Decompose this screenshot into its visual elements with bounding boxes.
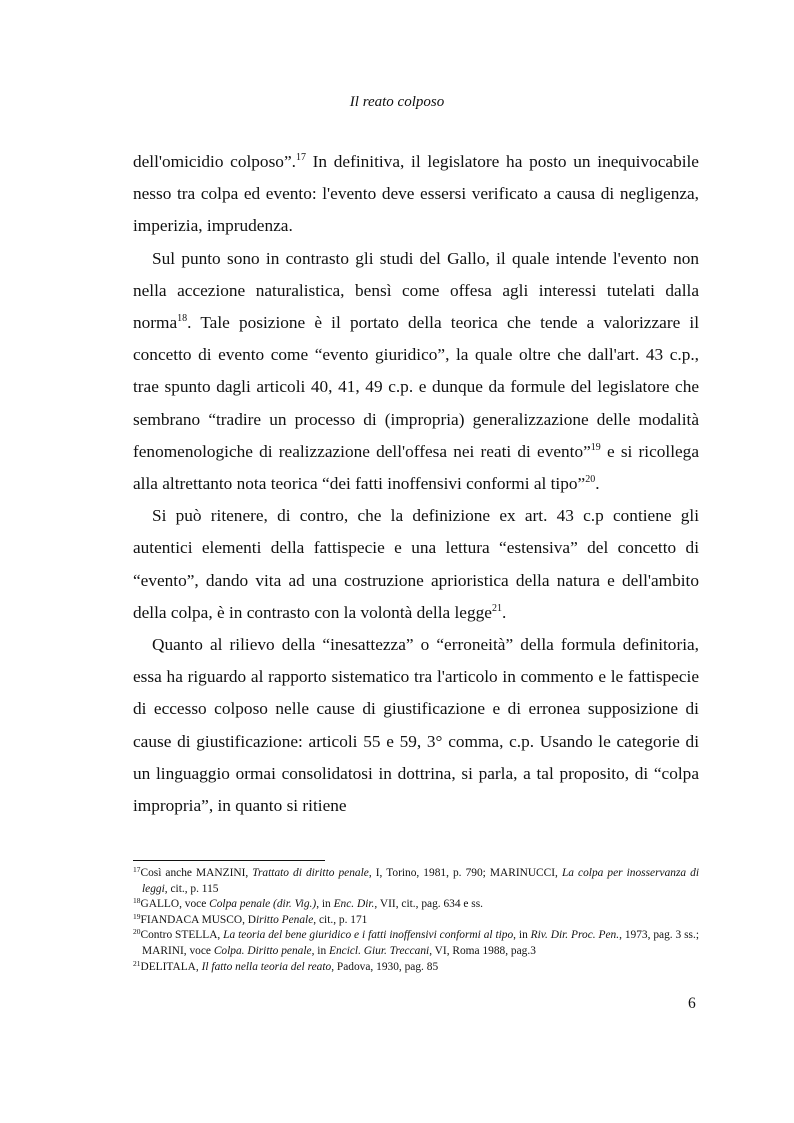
footnote-ref-21[interactable]: 21 bbox=[491, 602, 502, 614]
footnote-19: $^{19}$FIANDACA MUSCO, Diritto Penale, cit., p. 171 bbox=[133, 911, 368, 926]
footnote-17: $^{17}$Così anche MANZINI, Trattato di diritto penale, I, Torino, 1981, p. 790; MARINUCCI, La colpa per inosservanza di leggi, cit., p. 115 bbox=[133, 865, 699, 895]
footnotes bbox=[133, 866, 699, 975]
paragraph-1: dell'omicidio colposo”.$^{17}$ In definitiva, il legislatore ha posto un inequivocabile nesso tra colpa ed evento: l'evento deve essersi verificato a causa di negligenza, imperizia, imprudenza. bbox=[133, 152, 699, 236]
paragraph-3: Si può ritenere, di contro, che la definizione ex art. 43 c.p contiene gli autentici elementi della fattispecie e una lettura “estensiva” del concetto di “evento”, dando vita ad una costruzione aprioristica della natura e dell'ambito della colpa, è in contrasto con la volontà della legge$^{21}$. bbox=[133, 506, 699, 622]
footnote-ref-18[interactable]: 18 bbox=[177, 313, 188, 325]
main-text bbox=[133, 146, 699, 822]
running-header: Il reato colposo bbox=[349, 94, 445, 110]
footnote-ref-19[interactable]: 19 bbox=[590, 441, 601, 453]
footnote-20: $^{20}$Contro STELLA, La teoria del bene giuridico e i fatti inoffensivi conformi al tipo, in Riv. Dir. Proc. Pen., 1973, pag. 3 ss.; MARINI, voce Colpa. Diritto penale, in Encicl. Giur. Treccani, VI, Roma 1988, pag.3 bbox=[133, 927, 699, 957]
page-number: 6 bbox=[688, 995, 696, 1012]
footnote-separator bbox=[133, 860, 325, 861]
footnote-ref-17[interactable]: 17 bbox=[295, 152, 306, 163]
paragraph-2: Sul punto sono in contrasto gli studi del Gallo, il quale intende l'evento non nella accezione naturalistica, bensì come offesa agli interessi tutelati dalla norma$^{18}$. Tale posizione è il portato della teorica che tende a valorizzare il concetto di evento come “evento giuridico”, la quale oltre che dall'art. 43 c.p., trae spunto dagli articoli 40, 41, 49 c.p. e dunque da formule del legislatore che sembrano “tradire un processo di (impropria) generalizzazione delle modalità fenomenologiche di realizzazione dell'offesa nei reati di evento”$^{19}$ e si ricollega alla altrettanto nota teorica “dei fatti inoffensivi conformi al tipo”$^{20}$. bbox=[133, 248, 699, 494]
footnote-21: $^{21}$DELITALA, Il fatto nella teoria del reato, Padova, 1930, pag. 85 bbox=[133, 958, 439, 973]
paragraph-4: Quanto al rilievo della “inesattezza” o “erroneità” della formula definitoria, essa ha riguardo al rapporto sistematico tra l'articolo in commento e le fattispecie di eccesso colposo nelle cause di giustificazione e di erronea supposizione di cause di giustificazione: articoli 55 e 59, 3° comma, c.p. Usando le categorie di un linguaggio ormai consolidatosi in dottrina, si parla, a tal proposito, di “colpa impropria”, in quanto si ritiene bbox=[133, 635, 699, 816]
footnote-18: $^{18}$GALLO, voce Colpa penale (dir. Vig.), in Enc. Dir., VII, cit., pag. 634 e ss. bbox=[133, 896, 484, 911]
footnote-ref-20[interactable]: 20 bbox=[585, 474, 596, 486]
